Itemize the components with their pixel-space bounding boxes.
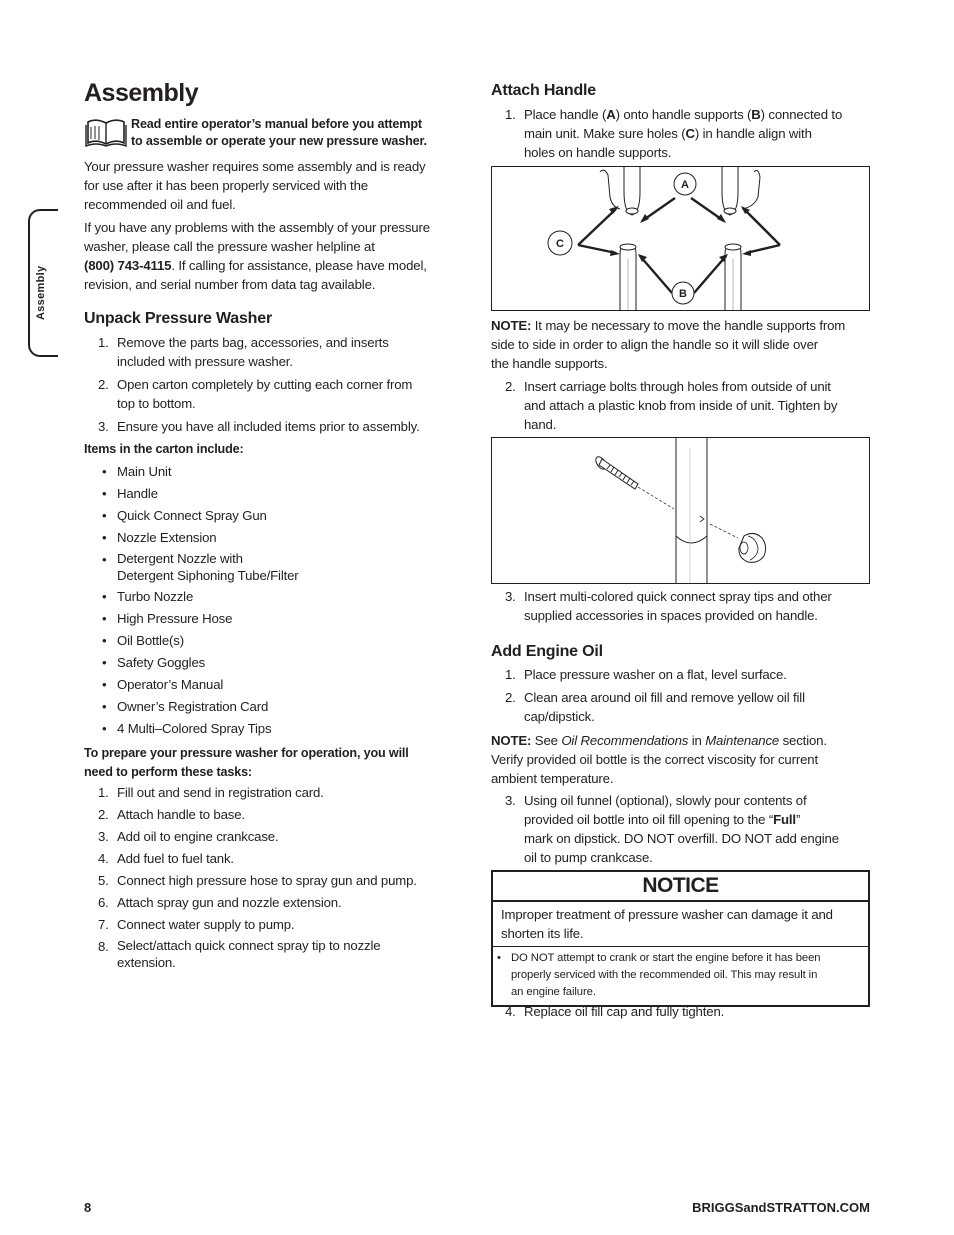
list-item: • Oil Bottle(s) bbox=[102, 633, 184, 648]
intro-paragraph-2: If you have any problems with the assembly of your pressure washer, please call the pressure washer helpline at (800) 743-4115. If calling for assistance, please have model, revision, and serial number from data tag available. bbox=[84, 220, 430, 292]
oil-steps bbox=[491, 665, 871, 726]
intro-paragraph-1: Your pressure washer requires some assembly and is ready for use after it has been properly serviced with the recommended oil and fuel. bbox=[84, 159, 426, 212]
oil-note: NOTE: See Oil Recommendations in Maintenance section. Verify provided oil bottle is the correct viscosity for current ambient temperature. bbox=[491, 733, 827, 786]
carton-items-list bbox=[84, 462, 466, 738]
list-item: 1. Place pressure washer on a flat, level surface. bbox=[505, 667, 787, 682]
attach-step-2: 2. Insert carriage bolts through holes from outside of unit and attach a plastic knob from inside of unit. Tighten by hand. bbox=[505, 379, 838, 432]
list-item: • Nozzle Extension bbox=[102, 530, 217, 545]
page-number: 8 bbox=[84, 1200, 92, 1215]
side-tab-label: Assembly bbox=[35, 265, 47, 320]
page-title: Assembly bbox=[84, 79, 199, 107]
oil-step-3: 3. Using oil funnel (optional), slowly pour contents of provided oil bottle into oil fill opening to the “Full” mark on dipstick. DO NOT overfill. DO NOT add engine oil to pump crankcase. bbox=[505, 793, 839, 865]
tasks-list bbox=[84, 783, 466, 971]
list-item: 8. Select/attach quick connect spray tip to nozzle extension. bbox=[98, 938, 381, 970]
notice-box bbox=[491, 870, 870, 1007]
list-item: 7. Connect water supply to pump. bbox=[98, 917, 295, 932]
list-item: 2. Open carton completely by cutting each corner from top to bottom. bbox=[98, 377, 413, 411]
helpline-number: (800) 743-4115 bbox=[84, 258, 172, 273]
manual-warning: Read entire operator’s manual before you attempt to assemble or operate your new pressure washer. bbox=[131, 117, 427, 148]
list-item: 3. Add oil to engine crankcase. bbox=[98, 829, 279, 844]
list-item: 4. Add fuel to fuel tank. bbox=[98, 851, 234, 866]
unpack-steps bbox=[84, 333, 466, 436]
notice-bullet: • DO NOT attempt to crank or start the engine before it has been properly serviced with the recommended oil. This may result in an engine failure. bbox=[497, 952, 821, 998]
attach-step-3: 3. Insert multi-colored quick connect spray tips and other supplied accessories in spaces provided on handle. bbox=[505, 589, 832, 623]
list-item: 1. Fill out and send in registration card. bbox=[98, 785, 324, 800]
list-item: • Safety Goggles bbox=[102, 655, 206, 670]
attach-note: NOTE: It may be necessary to move the handle supports from side to side in order to align the handle so it will slide over the handle supports. bbox=[491, 318, 846, 371]
list-item: 6. Attach spray gun and nozzle extension. bbox=[98, 895, 342, 910]
unpack-heading: Unpack Pressure Washer bbox=[84, 310, 272, 327]
bolt-figure bbox=[491, 437, 870, 584]
list-item: 5. Connect high pressure hose to spray gun and pump. bbox=[98, 873, 417, 888]
tasks-heading: To prepare your pressure washer for operation, you will need to perform these tasks: bbox=[84, 746, 409, 779]
list-item: • Detergent Nozzle with Detergent Siphoning Tube/Filter bbox=[102, 551, 299, 583]
list-item: 3. Ensure you have all included items prior to assembly. bbox=[98, 419, 420, 434]
list-item: • Main Unit bbox=[102, 464, 172, 479]
attach-handle-heading: Attach Handle bbox=[491, 82, 596, 99]
list-item: • Owner’s Registration Card bbox=[102, 699, 269, 714]
list-item: • High Pressure Hose bbox=[102, 611, 233, 626]
list-item: • 4 Multi–Colored Spray Tips bbox=[102, 721, 272, 736]
list-item: 1. Remove the parts bag, accessories, and inserts included with pressure washer. bbox=[98, 335, 389, 369]
list-item: • Turbo Nozzle bbox=[102, 589, 194, 604]
label-c: C bbox=[556, 238, 564, 250]
notice-text: Improper treatment of pressure washer can damage it and shorten its life. bbox=[493, 902, 868, 947]
list-item: 2. Attach handle to base. bbox=[98, 807, 245, 822]
oil-step-4: 4. Replace oil fill cap and fully tighten. bbox=[505, 1004, 725, 1019]
handle-figure bbox=[491, 166, 870, 311]
list-item: 2. Clean area around oil fill and remove yellow oil fill cap/dipstick. bbox=[505, 690, 805, 724]
notice-title: NOTICE bbox=[493, 872, 868, 902]
website-url: BRIGGSandSTRATTON.COM bbox=[692, 1200, 870, 1215]
handle-illustration bbox=[492, 167, 869, 310]
label-a: A bbox=[681, 179, 689, 191]
book-icon bbox=[85, 118, 127, 148]
attach-step-1: 1. Place handle (A) onto handle supports (B) connected to main unit. Make sure holes (C) in handle align with holes on handle supports. bbox=[505, 107, 843, 160]
list-item: • Operator’s Manual bbox=[102, 677, 224, 692]
label-b: B bbox=[679, 288, 687, 300]
list-item: • Handle bbox=[102, 486, 158, 501]
list-item: • Quick Connect Spray Gun bbox=[102, 508, 267, 523]
bolt-illustration bbox=[492, 438, 869, 583]
add-oil-heading: Add Engine Oil bbox=[491, 643, 603, 660]
items-heading: Items in the carton include: bbox=[84, 442, 244, 456]
